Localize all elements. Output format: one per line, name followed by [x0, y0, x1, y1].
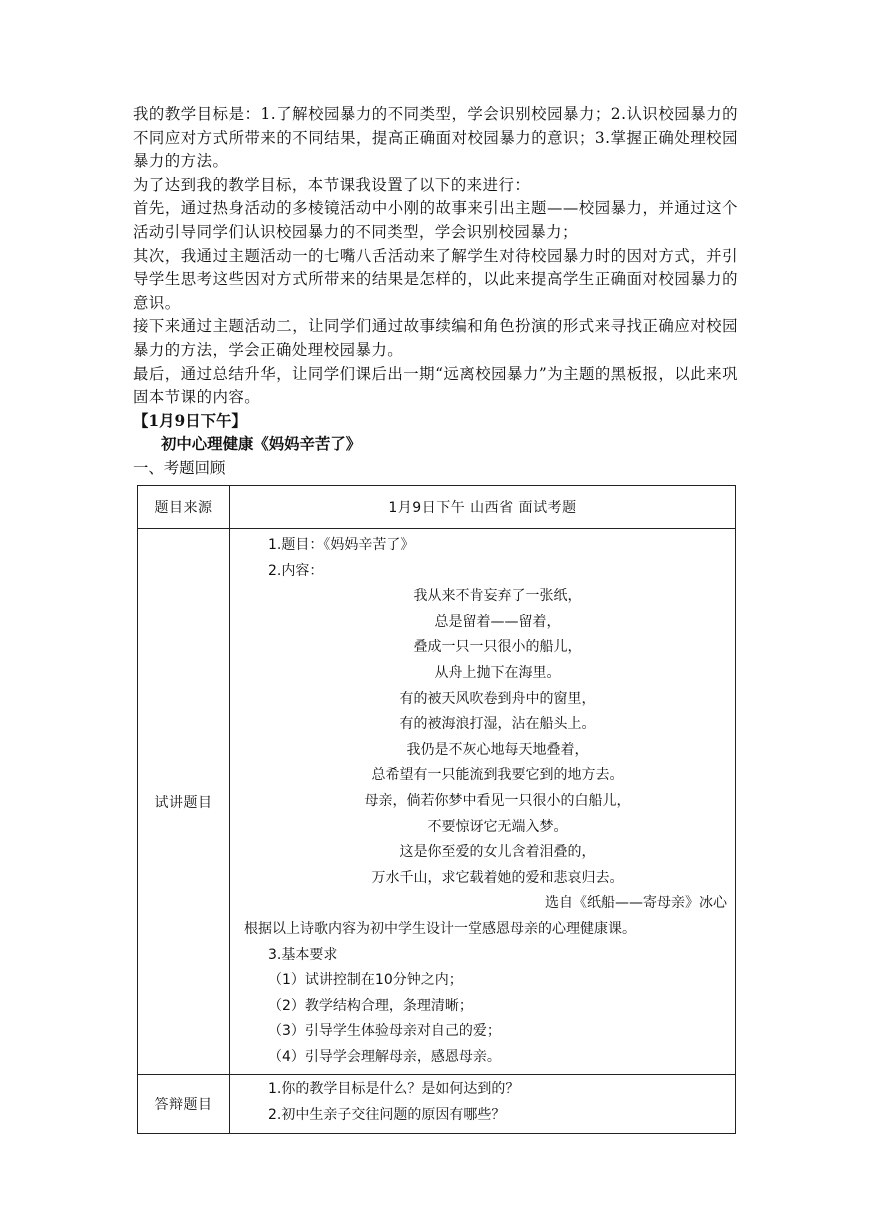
poem-line: 不要惊讶它无端入梦。: [427, 818, 568, 835]
poem-line: 从舟上抛下在海里。: [434, 664, 561, 681]
paragraph-finally: 最后，通过总结升华，让同学们课后出一期“远离校园暴力”为主题的黑板报，以此来巩固本节课的内容。: [133, 364, 738, 407]
paragraph-objectives: 我的教学目标是：1.了解校园暴力的不同类型，学会识别校园暴力；2.认识校园暴力的不同应对方式所带来的不同结果，提高正确面对校园暴力的意识；3.掌握正确处理校园暴力的方法。: [133, 105, 738, 171]
table-row-defense: [138, 1075, 736, 1133]
requirement-item: （2）教学结构合理，条理清晰；: [268, 997, 473, 1014]
lecture-content-label: 2.内容：: [268, 562, 324, 579]
paragraph-second: 其次，我通过主题活动一的七嘴八舌活动来了解学生对待校园暴力时的因对方式，并引导学生思考这些因对方式所带来的结果是怎样的，以此来提高学生正确面对校园暴力的意识。: [133, 246, 738, 312]
lecture-label: 试讲题目: [138, 529, 230, 1075]
table-row-source: [138, 486, 736, 529]
source-value: 1月9日下午 山西省 面试考题: [230, 486, 736, 529]
poem-line: 总是留着——留着，: [434, 613, 561, 630]
poem-line: 我从来不肯妄弃了一张纸，: [413, 588, 582, 605]
poem-line: 这是你至爱的女儿含着泪叠的，: [399, 844, 596, 861]
table-row-lecture: [138, 529, 736, 1075]
poem-line: 母亲，倘若你梦中看见一只很小的白船儿，: [364, 792, 631, 809]
defense-cell: [230, 1075, 736, 1133]
date-heading: 【1月9日下午】: [133, 411, 247, 430]
poem-line: 叠成一只一只很小的船儿，: [413, 639, 582, 656]
paragraph-next: 接下来通过主题活动二，让同学们通过故事续编和角色扮演的形式来寻找正确应对校园暴力的方法，学会正确处理校园暴力。: [133, 317, 738, 359]
poem-line: 万水千山，求它载着她的爱和悲哀归去。: [371, 869, 624, 886]
document-body: [133, 103, 738, 481]
course-title: 初中心理健康《妈妈辛苦了》: [161, 435, 362, 454]
poem-line: 有的被天风吹卷到舟中的窗里，: [399, 690, 596, 707]
poem-line: 我仍是不灰心地每天地叠着，: [406, 741, 589, 758]
requirements-label: 3.基本要求: [268, 946, 338, 963]
exam-table: [137, 485, 736, 1134]
paragraph-first: 首先，通过热身活动的多棱镜活动中小刚的故事来引出主题——校园暴力，并通过这个活动引导同学们认识校园暴力的不同类型，学会识别校园暴力；: [133, 199, 738, 241]
lecture-cell: [230, 529, 736, 1075]
requirement-item: （3）引导学生体验母亲对自己的爱；: [268, 1023, 501, 1040]
defense-question: 2.初中生亲子交往问题的原因有哪些？: [268, 1107, 506, 1124]
lecture-topic: 1.题目：《妈妈辛苦了》: [268, 537, 415, 553]
section-title: 一、考题回顾: [133, 458, 226, 477]
poem-attribution: 选自《纸船——寄母亲》冰心: [545, 895, 727, 912]
poem-line: 总希望有一只能流到我要它到的地方去。: [371, 767, 624, 784]
poem-line: 有的被海浪打湿，沾在船头上。: [399, 716, 596, 733]
lecture-task: 根据以上诗歌内容为初中学生设计一堂感恩母亲的心理健康课。: [244, 920, 636, 937]
defense-label: 答辩题目: [138, 1075, 230, 1133]
requirement-item: （4）引导学会理解母亲，感恩母亲。: [268, 1048, 501, 1065]
defense-question: 1.你的教学目标是什么？是如何达到的？: [268, 1081, 520, 1098]
paragraph-setup: 为了达到我的教学目标，本节课我设置了以下的来进行：: [133, 175, 531, 194]
requirement-item: （1）试讲控制在10分钟之内；: [268, 972, 463, 989]
source-label: 题目来源: [138, 486, 230, 529]
